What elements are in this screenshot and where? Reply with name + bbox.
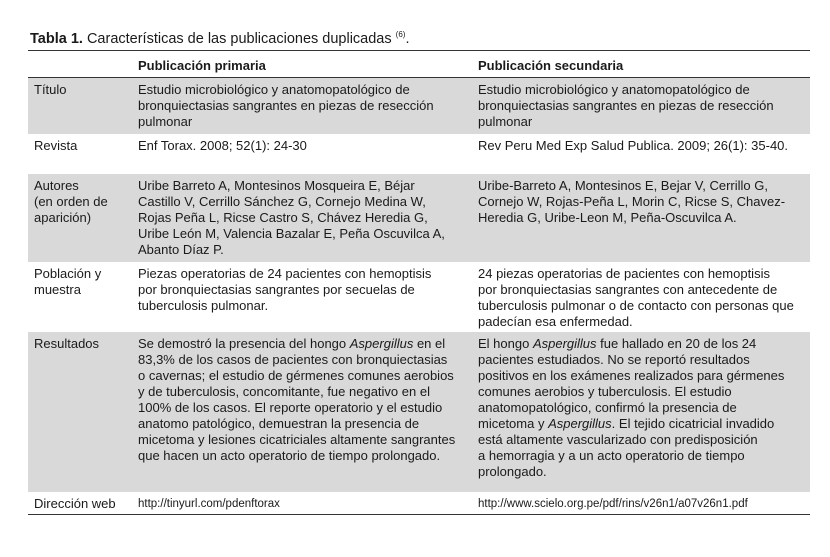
secondary-cell — [478, 134, 810, 174]
caption-text: Características de las publicaciones duplicadas — [86, 31, 392, 47]
secondary-cell — [478, 262, 810, 332]
species-name: Aspergillus — [532, 336, 597, 351]
label-line: muestra — [34, 282, 81, 297]
header-cell-secondary: Publicación secundaria — [478, 58, 624, 73]
row-label — [28, 492, 138, 514]
text-line: que hacen un acto operatorio de tiempo prolongado. — [138, 448, 441, 463]
text-line: Heredia G, Uribe-Leon M, Peña-Oscuvilca A. — [478, 210, 737, 225]
text-line: bronquiectasias sangrantes en piezas de resección — [138, 98, 434, 113]
text-line: pacientes estudiados. No se reportó resultados — [478, 352, 750, 367]
text-line: 24 piezas operatorias de pacientes con hemoptisis — [478, 266, 770, 281]
text-line: por bronquiectasias sangrantes por secuelas de — [138, 282, 415, 297]
text-line: pulmonar — [478, 114, 533, 129]
text-line: anatomopatológico, confirmó la presencia de — [478, 400, 737, 415]
text-line: anatomo patológico, demuestran la presencia de — [138, 416, 420, 431]
secondary-url[interactable]: http://www.scielo.org.pe/pdf/rins/v26n1/a07v26n1.pdf — [478, 498, 748, 510]
text-line: a hemorragia y a un acto operatorio de tiempo — [478, 448, 745, 463]
primary-cell — [138, 174, 478, 262]
label-line: Título — [34, 82, 67, 97]
primary-url-cell — [138, 492, 478, 514]
text-line: Castillo V, Cerrillo Sánchez G, Cornejo Medina W, — [138, 194, 426, 209]
secondary-cell — [478, 174, 810, 262]
table-row-direccion-web — [28, 492, 810, 514]
text-line: Estudio microbiológico y anatomopatológico de — [138, 82, 410, 97]
text-line: Uribe Barreto A, Montesinos Mosqueira E, Béjar — [138, 178, 415, 193]
text-line: Cornejo W, Rojas-Peña L, Morin C, Ricse S, Chavez- — [478, 194, 786, 209]
text-line: está altamente vascularizado con predisposición — [478, 432, 758, 447]
table-row-resultados — [28, 332, 810, 492]
table-row-revista — [28, 134, 810, 174]
table-row-titulo — [28, 78, 810, 134]
text-line: micetoma y lesiones cicatriciales altamente sangrantes — [138, 432, 456, 447]
table-caption — [30, 30, 409, 47]
secondary-cell — [478, 78, 810, 134]
table-header-row — [28, 51, 810, 78]
primary-url[interactable]: http://tinyurl.com/pdenftorax — [138, 498, 280, 510]
species-name: Aspergillus — [349, 336, 414, 351]
row-label — [28, 262, 138, 332]
comparison-table — [28, 50, 810, 515]
row-label — [28, 332, 138, 492]
text-line: 100% de los casos. El reporte operatorio y el estudio — [138, 400, 443, 415]
primary-cell — [138, 134, 478, 174]
caption-ref: (6) — [395, 30, 406, 39]
label-line: Revista — [34, 138, 78, 153]
label-line: Resultados — [34, 336, 100, 351]
primary-cell — [138, 332, 478, 492]
text-line: Enf Torax. 2008; 52(1): 24-30 — [138, 138, 307, 153]
header-cell-empty — [28, 51, 138, 77]
text-line: Piezas operatorias de 24 pacientes con hemoptisis — [138, 266, 432, 281]
text-line: comunes aerobios y tuberculosis. El estudio — [478, 384, 732, 399]
table-row-poblacion — [28, 262, 810, 332]
primary-cell — [138, 78, 478, 134]
caption-label: Tabla 1. — [30, 31, 83, 47]
text-line: bronquiectasias sangrantes en piezas de resección — [478, 98, 774, 113]
row-label — [28, 174, 138, 262]
table-row-autores — [28, 174, 810, 262]
label-line: Población y — [34, 266, 102, 281]
label-line: (en orden de — [34, 194, 108, 209]
text-line: tuberculosis pulmonar o de contacto con personas que — [478, 298, 794, 313]
label-line: Dirección web — [34, 496, 116, 511]
label-line: Autores — [34, 178, 79, 193]
secondary-url-cell — [478, 492, 810, 514]
text-line: Rojas Peña L, Ricse Castro S, Chávez Heredia G, — [138, 210, 428, 225]
text-line: o cavernas; el estudio de gérmenes comunes aerobios — [138, 368, 454, 383]
text-line: micetoma y Aspergillus. El tejido cicatricial invadido — [478, 416, 775, 431]
text-line: pulmonar — [138, 114, 193, 129]
text-line: positivos en los exámenes realizados para gérmenes — [478, 368, 785, 383]
text-line: tuberculosis pulmonar. — [138, 298, 269, 313]
text-line: Estudio microbiológico y anatomopatológico de — [478, 82, 750, 97]
header-cell-primary: Publicación primaria — [138, 58, 266, 73]
text-line: Uribe-Barreto A, Montesinos E, Bejar V, Cerrillo G, — [478, 178, 768, 193]
row-label — [28, 78, 138, 134]
secondary-cell — [478, 332, 810, 492]
text-line: por bronquiectasias sangrantes con antecedente de — [478, 282, 778, 297]
row-label — [28, 134, 138, 174]
text-line: padecían esa enfermedad. — [478, 314, 633, 329]
primary-cell — [138, 262, 478, 332]
text-line: Abanto Díaz P. — [138, 242, 224, 257]
text-line: y de tuberculosis, concomitante, fue negativo en el — [138, 384, 430, 399]
text-line: Se demostró la presencia del hongo Aspergillus en el — [138, 336, 446, 351]
label-line: aparición) — [34, 210, 92, 225]
text-line: El hongo Aspergillus fue hallado en 20 de los 24 — [478, 336, 757, 351]
text-line: Uribe León M, Valencia Bazalar E, Peña Oscuvilca A, — [138, 226, 445, 241]
caption-end: . — [405, 31, 410, 47]
text-line: Rev Peru Med Exp Salud Publica. 2009; 26(1): 35-40. — [478, 138, 789, 153]
text-line: prolongado. — [478, 464, 547, 479]
text-line: 83,3% de los casos de pacientes con bronquiectasias — [138, 352, 448, 367]
species-name: Aspergillus — [548, 416, 612, 431]
